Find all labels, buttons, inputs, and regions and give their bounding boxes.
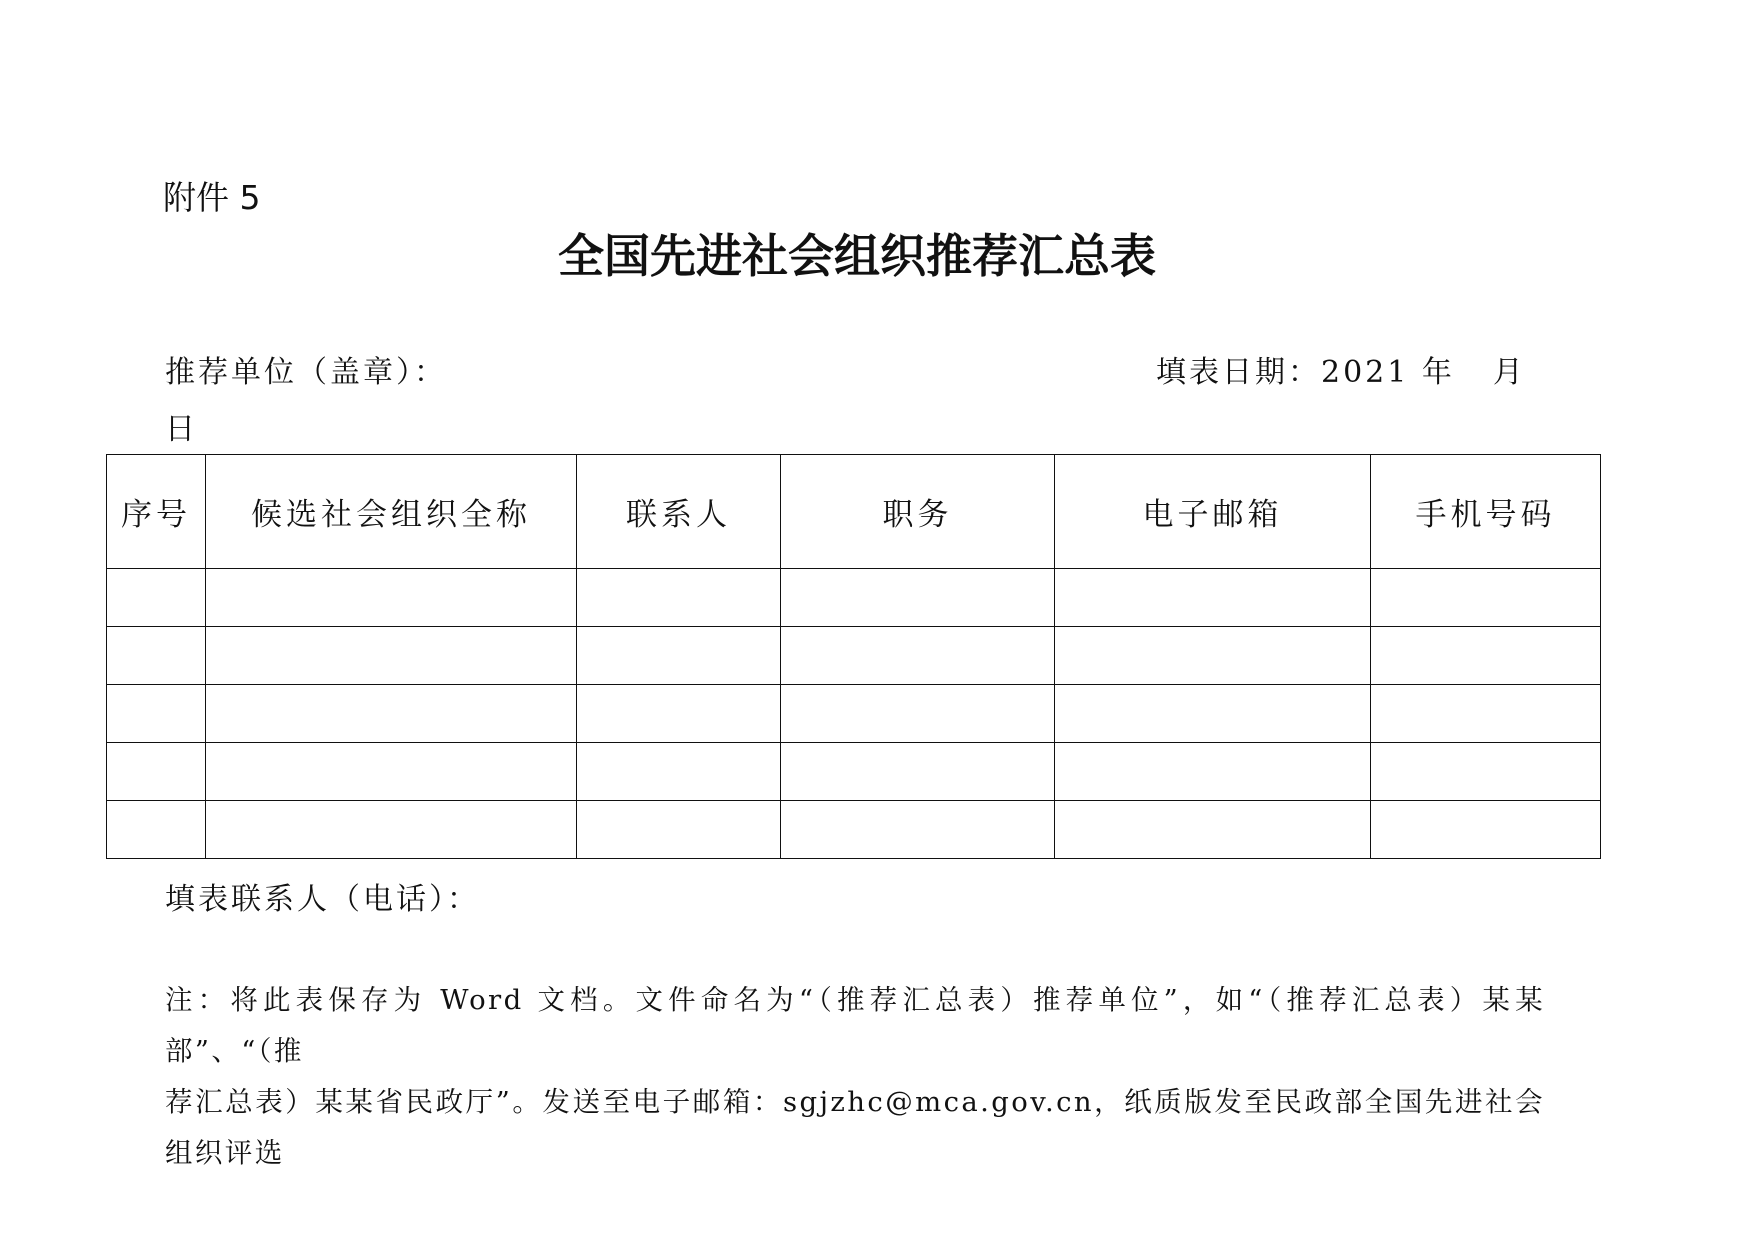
page-title: 全国先进社会组织推荐汇总表 [558, 229, 1156, 283]
table-cell[interactable] [577, 801, 781, 859]
table-cell[interactable] [781, 569, 1055, 627]
fill-date-month: 月 [1492, 355, 1526, 390]
table-cell[interactable] [1055, 801, 1371, 859]
table-header-row [107, 455, 1601, 569]
note-line-2: 荐汇总表）某某省民政厅”。发送至电子邮箱：sgjzhc@mca.gov.cn，纸质版发至民政部全国先进社会组织评选 [165, 1086, 1545, 1169]
table-cell[interactable] [206, 801, 577, 859]
table-cell[interactable] [107, 627, 206, 685]
table-cell[interactable] [577, 743, 781, 801]
fill-date [1156, 353, 1526, 393]
table-cell[interactable] [781, 627, 1055, 685]
table-cell[interactable] [107, 569, 206, 627]
table-cell[interactable] [577, 569, 781, 627]
table-cell[interactable] [781, 801, 1055, 859]
fill-date-prefix: 填表日期：2021 年 [1156, 355, 1455, 390]
table-cell[interactable] [206, 685, 577, 743]
table-row [107, 569, 1601, 627]
header-serial-number: 序号 [107, 455, 206, 569]
attachment-label: 附件 5 [163, 178, 261, 217]
table-cell[interactable] [1371, 627, 1601, 685]
header-contact-person: 联系人 [577, 455, 781, 569]
table-cell[interactable] [206, 627, 577, 685]
table-cell[interactable] [1371, 685, 1601, 743]
table-cell[interactable] [1371, 743, 1601, 801]
table-cell[interactable] [1055, 569, 1371, 627]
table-cell[interactable] [781, 685, 1055, 743]
table-cell[interactable] [206, 569, 577, 627]
table-cell[interactable] [1371, 569, 1601, 627]
fill-date-day: 日 [165, 412, 198, 447]
table-row [107, 685, 1601, 743]
table-cell[interactable] [577, 685, 781, 743]
header-mobile-number: 手机号码 [1371, 455, 1601, 569]
table-cell[interactable] [107, 801, 206, 859]
header-email: 电子邮箱 [1055, 455, 1371, 569]
table-row [107, 801, 1601, 859]
note-line-1: 注：将此表保存为 Word 文档。文件命名为“（推荐汇总表）推荐单位”，如“（推荐汇总表）某某部”、“（推 [165, 984, 1545, 1067]
table-row [107, 627, 1601, 685]
contact-person-label: 填表联系人（电话）： [165, 882, 480, 917]
header-organization-name: 候选社会组织全称 [206, 455, 577, 569]
recommending-unit-label: 推荐单位（盖章）： [165, 355, 447, 390]
table-cell[interactable] [107, 685, 206, 743]
table-cell[interactable] [1055, 685, 1371, 743]
table-cell[interactable] [1055, 627, 1371, 685]
table-cell[interactable] [1055, 743, 1371, 801]
table-row [107, 743, 1601, 801]
table-cell[interactable] [577, 627, 781, 685]
header-position: 职务 [781, 455, 1055, 569]
table-cell[interactable] [781, 743, 1055, 801]
summary-table [106, 454, 1601, 859]
table-cell[interactable] [206, 743, 577, 801]
table-cell[interactable] [107, 743, 206, 801]
note-paragraph [165, 975, 1545, 1179]
table-cell[interactable] [1371, 801, 1601, 859]
